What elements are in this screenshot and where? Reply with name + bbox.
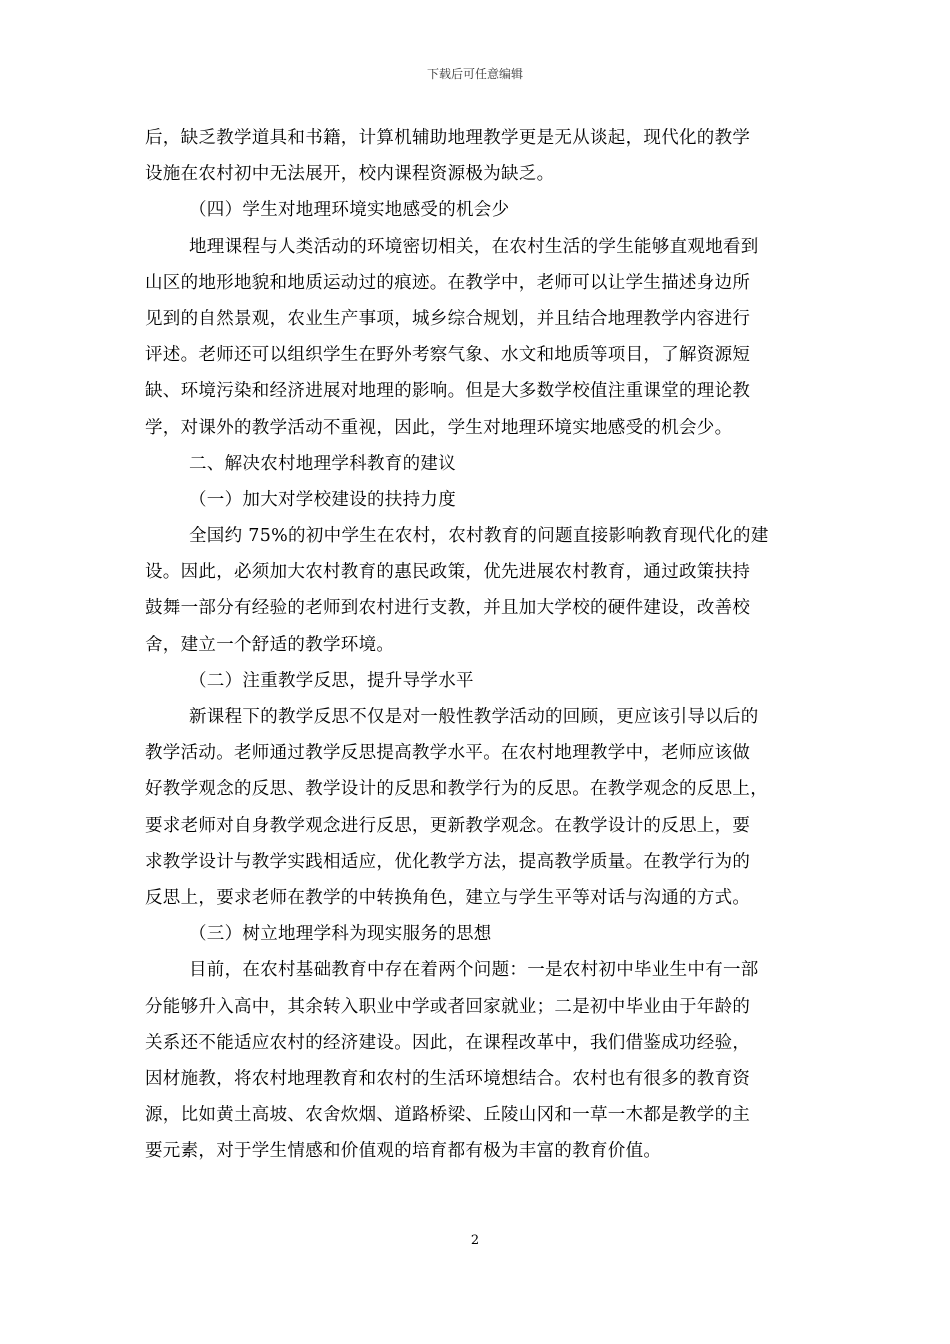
page-number: 2 [470,1233,480,1248]
text-line: 地理课程与人类活动的环境密切相关，在农村生活的学生能够直观地看到 [189,236,759,257]
text-line: 学，对课外的教学活动不重视，因此，学生对地理环境实地感受的机会少。 [145,417,733,438]
text-line: 求教学设计与教学实践相适应，优化教学方法，提高教学质量。在教学行为的 [145,851,751,872]
page-header: 下载后可任意编辑 [426,67,523,81]
text-line: 反思上，要求老师在教学的中转换角色，建立与学生平等对话与沟通的方式。 [145,887,751,908]
text-line: 评述。老师还可以组织学生在野外考察气象、水文和地质等项目，了解资源短 [145,345,751,366]
text-line: 后，缺乏教学道具和书籍，计算机辅助地理教学更是无从谈起，现代化的教学 [145,128,751,148]
text-line: 分能够升入高中，其余转入职业中学或者回家就业；二是初中毕业由于年龄的 [145,996,751,1017]
text-line: 新课程下的教学反思不仅是对一般性教学活动的回顾，更应该引导以后的 [189,707,759,727]
text-line: 教学活动。老师通过教学反思提高教学水平。在农村地理教学中，老师应该做 [145,743,751,764]
section-heading: （四）学生对地理环境实地感受的机会少 [189,200,510,221]
document-body [145,120,805,1169]
section-heading: （二）注重教学反思，提升导学水平 [189,670,474,691]
text-line: 目前，在农村基础教育中存在着两个问题：一是农村初中毕业生中有一部 [189,960,759,981]
section-heading: （三）树立地理学科为现实服务的思想 [189,924,492,945]
text-line: 缺、环境污染和经济进展对地理的影响。但是大多数学校值注重课堂的理论教 [145,381,751,402]
section-heading: （一）加大对学校建设的扶持力度 [189,489,456,510]
text-line: 关系还不能适应农村的经济建设。因此，在课程改革中，我们借鉴成功经验， [145,1032,751,1053]
text-line: 全国约 75%的初中学生在农村，农村教育的问题直接影响教育现代化的建 [189,526,769,547]
text-line: 舍，建立一个舒适的教学环境。 [145,634,395,655]
text-line: 源，比如黄土高坡、农舍炊烟、道路桥梁、丘陵山冈和一草一木都是教学的主 [145,1105,751,1126]
text-line: 因材施教，将农村地理教育和农村的生活环境想结合。农村也有很多的教育资 [145,1068,751,1089]
text-line: 要求老师对自身教学观念进行反思，更新教学观念。在教学设计的反思上，要 [145,815,751,836]
text-line: 鼓舞一部分有经验的老师到农村进行支教，并且加大学校的硬件建设，改善校 [145,598,751,619]
text-line: 好教学观念的反思、教学设计的反思和教学行为的反思。在教学观念的反思上， [145,779,768,800]
text-line: 二、解决农村地理学科教育的建议 [189,453,456,474]
text-line: 设。因此，必须加大农村教育的惠民政策，优先进展农村教育，通过政策扶持 [145,562,751,583]
text-line: 设施在农村初中无法展开，校内课程资源极为缺乏。 [145,164,555,185]
text-line: 见到的自然景观，农业生产事项，城乡综合规划，并且结合地理教学内容进行 [145,308,751,329]
text-line: 要元素，对于学生情感和价值观的培育都有极为丰富的教育价值。 [145,1141,662,1162]
text-line: 山区的地形地貌和地质运动过的痕迹。在教学中，老师可以让学生描述身边所 [145,272,751,293]
